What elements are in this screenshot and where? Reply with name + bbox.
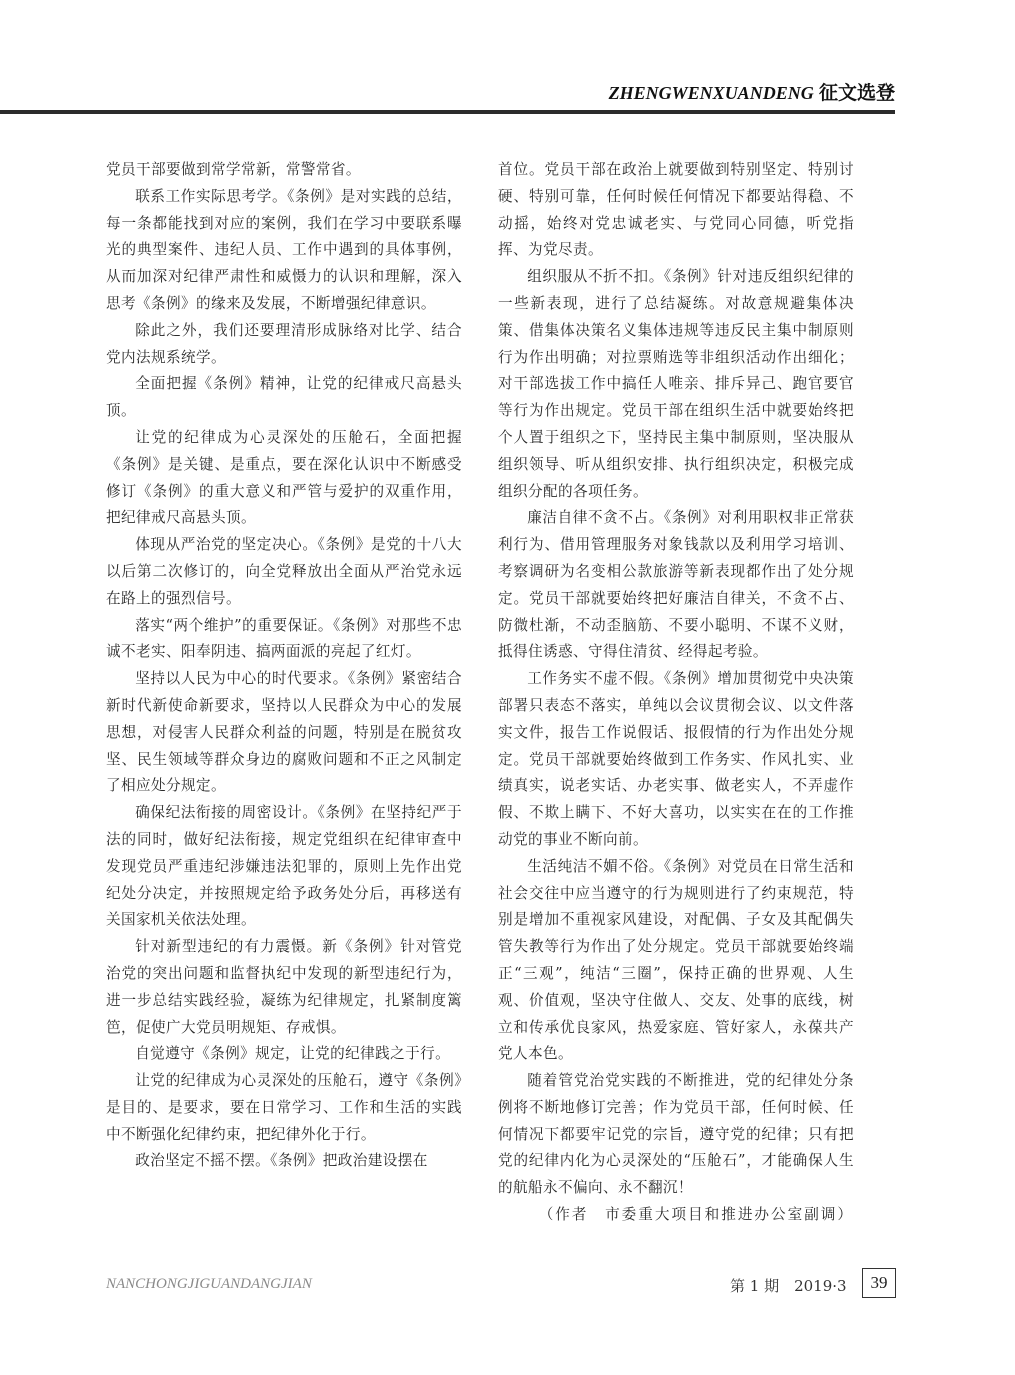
header-title-cn: 征文选登 <box>818 83 895 104</box>
page-number: 39 <box>862 1268 896 1298</box>
paragraph: 除此之外，我们还要理清形成脉络对比学、结合党内法规系统学。 <box>106 321 462 366</box>
paragraph: 廉洁自律不贪不占。《条例》对利用职权非正常获利行为、借用管理服务对象钱款以及利用学习培训、考察调研为名变相公款旅游等新表现都作出了处分规定。党员干部就要始终把好廉洁自律关，不贪不占、防微杜渐，不动歪脑筋、不要小聪明、不谋不义财，抵得住诱惑、守得住清贫、经得起考验。 <box>498 509 854 661</box>
paragraph: 生活纯洁不媚不俗。《条例》对党员在日常生活和社会交往中应当遵守的行为规则进行了约束规范，特别是增加不重视家风建设，对配偶、子女及其配偶失管失教等行为作出了处分规定。党员干部就要始终端正“三观”，纯洁“三圈”，保持正确的世界观、人生观、价值观，坚决守住做人、交友、处事的底线，树立和传承优良家风，热爱家庭、管好家人，永葆共产党人本色。 <box>498 857 854 1063</box>
paragraph: 工作务实不虚不假。《条例》增加贯彻党中央决策部署只表态不落实，单纯以会议贯彻会议、以文件落实文件，报告工作说假话、报假情的行为作出处分规定。党员干部就要始终做到工作务实、作风扎实、业绩真实，说老实话、办老实事、做老实人，不弄虚作假、不欺上瞒下、不好大喜功，以实实在在的工作推动党的事业不断向前。 <box>498 670 854 848</box>
right-column <box>498 157 854 1229</box>
paragraph: 首位。党员干部在政治上就要做到特别坚定、特别讨硬、特别可靠，任何时候任何情况下都要站得稳、不动摇，始终对党忠诚老实、与党同心同德，听党指挥、为党尽责。 <box>498 161 854 259</box>
header-rule <box>0 110 895 114</box>
section-heading: 全面把握《条例》精神，让党的纪律戒尺高悬头顶。 <box>106 375 462 420</box>
paragraph: 确保纪法衔接的周密设计。《条例》在坚持纪严于法的同时，做好纪法衔接，规定党组织在纪律审查中发现党员严重违纪涉嫌违法犯罪的，原则上先作出党纪处分决定，并按照规定给予政务处分后，再移送有关国家机关依法处理。 <box>106 804 462 929</box>
paragraph: 政治坚定不摇不摆。《条例》把政治建设摆在 <box>135 1152 428 1170</box>
paragraph: 体现从严治党的坚定决心。《条例》是党的十八大以后第二次修订的，向全党释放出全面从严治党永远在路上的强烈信号。 <box>106 536 462 607</box>
paragraph: 落实“两个维护”的重要保证。《条例》对那些不忠诚不老实、阳奉阴违、搞两面派的亮起了红灯。 <box>106 616 462 661</box>
paragraph: 坚持以人民为中心的时代要求。《条例》紧密结合新时代新使命新要求，坚持以人民群众为中心的发展思想，对侵害人民群众利益的问题，特别是在脱贫攻坚、民生领域等群众身边的腐败问题和不正之风制定了相应处分规定。 <box>106 670 462 795</box>
paragraph: 让党的纪律成为心灵深处的压舱石，全面把握《条例》是关键、是重点，要在深化认识中不断感受修订《条例》的重大意义和严管与爱护的双重作用，把纪律戒尺高悬头顶。 <box>106 428 462 527</box>
author-byline: （作者 市委重大项目和推进办公室副调） <box>538 1206 854 1224</box>
paragraph: 针对新型违纪的有力震慑。新《条例》针对管党治党的突出问题和监督执纪中发现的新型违纪行为，进一步总结实践经验，凝练为纪律规定，扎紧制度篱笆，促使广大党员明规矩、存戒惧。 <box>106 938 462 1036</box>
footer-journal-name: NANCHONGJIGUANDANGJIAN <box>106 1276 312 1292</box>
paragraph: 让党的纪律成为心灵深处的压舱石，遵守《条例》是目的、是要求，要在日常学习、工作和生活的实践中不断强化纪律约束，把纪律外化于行。 <box>106 1072 462 1143</box>
paragraph: 组织服从不折不扣。《条例》针对违反组织纪律的一些新表现，进行了总结凝练。对故意规避集体决策、借集体决策名义集体违规等违反民主集中制原则行为作出明确；对拉票贿选等非组织活动作出细化；对干部选拔工作中搞任人唯亲、排斥异己、跑官要官等行为作出规定。党员干部在组织生活中就要始终把个人置于组织之下，坚持民主集中制原则，坚决服从组织领导、听从组织安排、执行组织决定，积极完成组织分配的各项任务。 <box>498 268 854 500</box>
header-title-latin: ZHENGWENXUANDENG <box>608 83 814 103</box>
left-column <box>106 157 462 1175</box>
paragraph: 党员干部要做到常学常新，常警常省。 <box>106 161 361 178</box>
footer-issue: 第 1 期 2019·3 <box>730 1277 847 1295</box>
paragraph: 联系工作实际思考学。《条例》是对实践的总结，每一条都能找到对应的案例，我们在学习中要联系曝光的典型案件、违纪人员、工作中遇到的具体事例，从而加深对纪律严肃性和威慑力的认识和理解，深入思考《条例》的缘来及发展，不断增强纪律意识。 <box>106 187 462 312</box>
paragraph: 随着管党治党实践的不断推进，党的纪律处分条例将不断地修订完善；作为党员干部，任何时候、任何情况下都要牢记党的宗旨，遵守党的纪律；只有把党的纪律内化为心灵深处的“压舱石”，才能确保人生的航船永不偏向、永不翻沉！ <box>498 1072 854 1197</box>
header-title <box>609 78 895 105</box>
section-heading: 自觉遵守《条例》规定，让党的纪律践之于行。 <box>135 1045 451 1063</box>
